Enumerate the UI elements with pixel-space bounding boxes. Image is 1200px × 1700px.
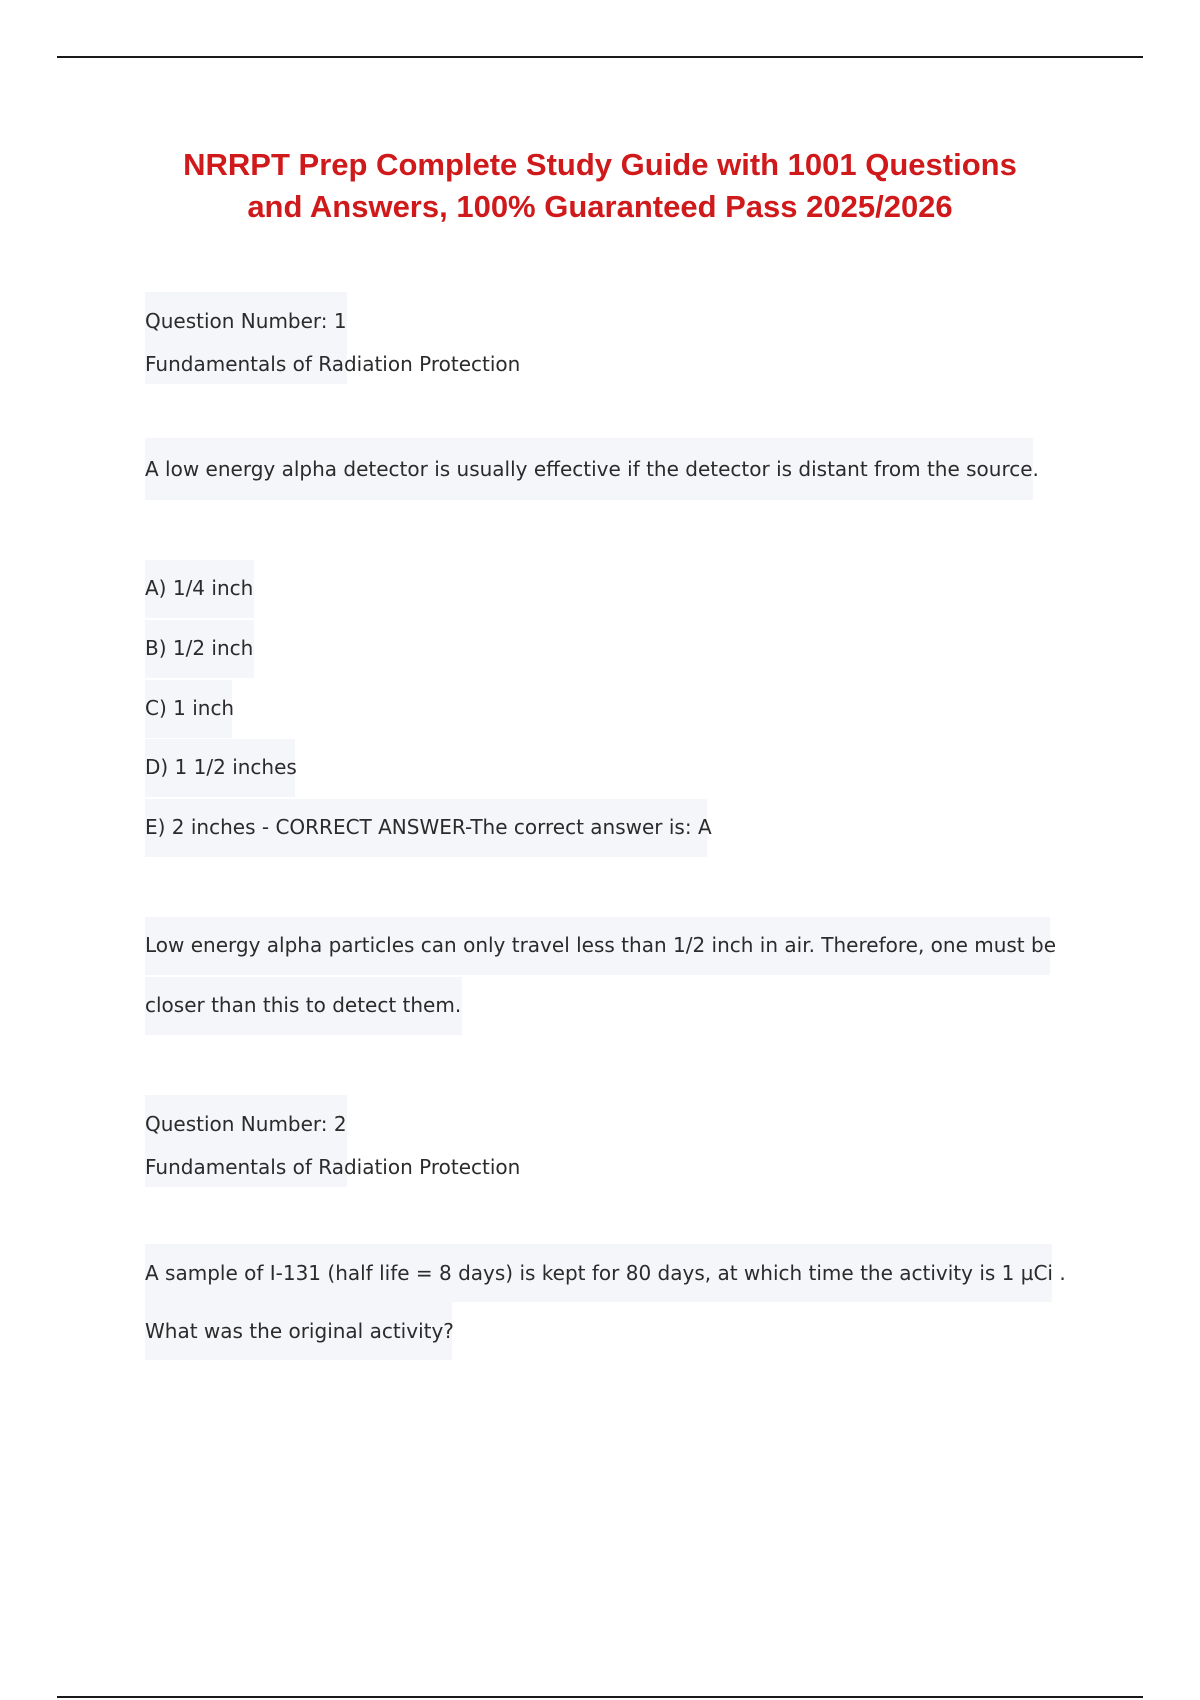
question-1-explanation-line-1: Low energy alpha particles can only travel less than 1/2 inch in air. Therefore, one must be bbox=[145, 933, 1057, 957]
question-1-number: Question Number: 1 bbox=[145, 309, 347, 333]
question-1-category: Fundamentals of Radiation Protection bbox=[145, 352, 521, 376]
title-line-1: NRRPT Prep Complete Study Guide with 1001 Questions bbox=[183, 147, 1017, 182]
header-rule bbox=[57, 56, 1143, 58]
question-1-option-a: A) 1/4 inch bbox=[145, 576, 254, 600]
question-1-option-b: B) 1/2 inch bbox=[145, 636, 254, 660]
question-1-option-e: E) 2 inches - CORRECT ANSWER-The correct answer is: A bbox=[145, 815, 712, 839]
footer-rule bbox=[57, 1696, 1143, 1698]
question-1-explanation-line-2: closer than this to detect them. bbox=[145, 993, 462, 1017]
question-1-option-d: D) 1 1/2 inches bbox=[145, 755, 297, 779]
question-1-prompt: A low energy alpha detector is usually effective if the detector is distant from the source. bbox=[145, 457, 1039, 481]
question-2-category: Fundamentals of Radiation Protection bbox=[145, 1155, 521, 1179]
document-title bbox=[100, 144, 1100, 228]
question-2-prompt-line-1: A sample of I-131 (half life = 8 days) is kept for 80 days, at which time the activity is 1 µCi . bbox=[145, 1261, 1066, 1285]
title-line-2: and Answers, 100% Guaranteed Pass 2025/2026 bbox=[247, 189, 953, 224]
question-2-prompt-line-2: What was the original activity? bbox=[145, 1319, 454, 1343]
question-1-option-c: C) 1 inch bbox=[145, 696, 235, 720]
question-2-number: Question Number: 2 bbox=[145, 1112, 347, 1136]
